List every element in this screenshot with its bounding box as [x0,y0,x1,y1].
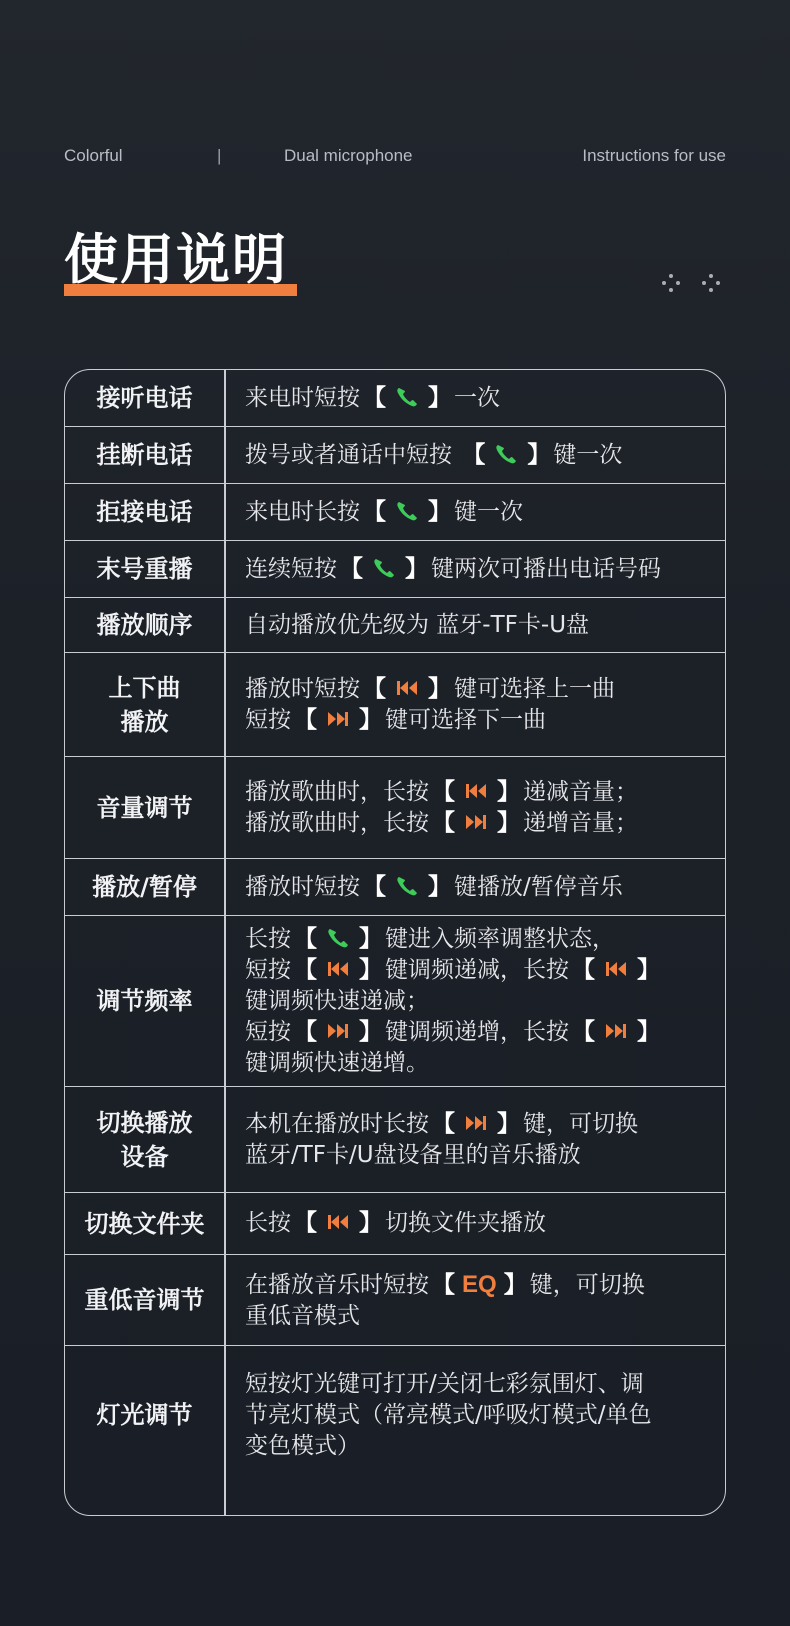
description-line: 本机在播放时长按 【 】 键，可切换 [245,1110,638,1137]
previous-track-icon [324,957,352,981]
row-label: 末号重播 [96,555,193,583]
description-line: 短按灯光键可打开/关闭七彩氛围灯、调 [245,1370,644,1397]
table-row [65,859,725,916]
bracket: 【 [294,956,317,983]
row-description [245,598,711,652]
header-feature: Dual microphone [284,146,413,165]
table-row [65,484,725,541]
bracket: 】 [497,778,520,805]
next-track-icon [462,1111,490,1135]
bracket: 【 [294,925,317,952]
row-label: 切换文件夹 [84,1209,205,1238]
row-label: 切换播放 设备 [96,1108,193,1171]
previous-track-icon [393,676,421,700]
row-description [245,859,711,915]
bracket: 】 [497,809,520,836]
table-row [65,1193,725,1255]
table-row [65,598,725,653]
header-brand: Colorful [64,146,123,165]
next-track-icon [602,1019,630,1043]
previous-track-icon [462,779,490,803]
phone-icon [393,499,421,523]
bracket: 】 [637,956,660,983]
description-line: 变色模式） [245,1432,360,1459]
description-line: 播放歌曲时，长按 【 】 递减音量； [245,778,638,805]
bracket: 】 [405,555,428,582]
description-line: 键调频快速递减； [245,987,429,1014]
bracket: 【 [294,1210,317,1236]
description-line: 播放时短按 【 】 键可选择上一曲 [245,675,615,702]
previous-track-icon [602,957,630,981]
bracket: 】 [428,384,451,411]
bracket: 】 [428,873,451,900]
row-description [245,427,711,483]
bracket: 】 [359,956,382,983]
phone-icon [324,926,352,950]
description-line: 节亮灯模式（常亮模式/呼吸灯模式/单色 [245,1401,652,1428]
description-line: 拨号或者通话中短按 【 】 键一次 [245,441,623,468]
bracket: 【 [432,809,455,836]
header-separator: | [217,146,222,165]
row-label: 灯光调节 [96,1401,193,1429]
next-track-icon [324,707,352,731]
row-label: 播放/暂停 [92,873,197,901]
bracket: 【 [294,706,317,733]
bracket: 】 [637,1018,660,1045]
bracket: 】 [359,1210,382,1236]
table-row [65,757,725,859]
table-row [65,1255,725,1346]
row-label: 调节频率 [96,987,193,1015]
bracket: 】 [497,1110,520,1137]
table-row [65,1346,725,1484]
table-row [65,916,725,1087]
phone-icon [393,385,421,409]
next-track-icon [324,1019,352,1043]
phone-icon [393,874,421,898]
phone-icon [370,556,398,580]
dots-decoration-icon [662,274,726,296]
description-line: 长按 【 】 切换文件夹播放 [245,1210,546,1236]
bracket: 【 [294,1018,317,1045]
row-label: 拒接电话 [96,498,193,526]
table-row [65,653,725,757]
next-track-icon [462,810,490,834]
header-bar [64,146,726,170]
description-line: 键调频快速递增。 [245,1049,429,1076]
description-line: 连续短按 【 】 键两次可播出电话号码 [245,555,661,582]
bracket: 【 [572,1018,595,1045]
page-title: 使用说明 [64,228,288,291]
phone-icon [492,442,520,466]
row-description [245,1255,711,1345]
row-description [245,484,711,540]
bracket: 【 [363,873,386,900]
table-row [65,541,725,598]
description-line: 重低音模式 [245,1302,360,1329]
description-line: 播放时短按 【 】 键播放/暂停音乐 [245,873,623,900]
row-label: 音量调节 [96,793,193,822]
bracket: 【 [432,1271,455,1298]
bracket: 【 [462,441,486,468]
row-label: 播放顺序 [96,611,193,639]
page-title-block [64,228,288,292]
table-row [65,370,725,427]
bracket: 】 [359,706,382,733]
row-description [245,370,711,426]
bracket: 】 [359,925,382,952]
bracket: 】 [428,498,451,525]
bracket: 【 [340,555,363,582]
row-description [245,916,711,1086]
table-row [65,1087,725,1193]
bracket: 【 [363,498,386,525]
eq-button-icon: EQ [462,1270,497,1298]
description-line: 短按 【 】 键调频递增，长按 【 】 [245,1017,711,1048]
header-section: Instructions for use [582,146,726,165]
description-line: 来电时长按 【 】 键一次 [245,498,523,525]
previous-track-icon [324,1210,352,1234]
bracket: 【 [363,675,386,702]
bracket: 】 [527,441,551,468]
row-label: 挂断电话 [96,441,193,469]
row-label: 上下曲 播放 [108,673,181,736]
bracket: 【 [572,956,595,983]
bracket: 【 [432,778,455,805]
description-line: 长按 【 】 键进入频率调整状态， [245,925,615,952]
row-description [245,541,711,597]
description-line: 来电时短按 【 】 一次 [245,384,500,411]
row-description [245,757,711,858]
bracket: 【 [432,1110,455,1137]
bracket: 【 [363,384,386,411]
table-row [65,427,725,484]
row-description [245,1346,711,1484]
description-line: 短按 【 】 键调频递减，长按 【 】 [245,955,711,986]
description-line: 自动播放优先级为 蓝牙-TF卡-U盘 [245,611,590,638]
description-line: 在播放音乐时短按 【 EQ 】 键，可切换 [245,1270,645,1298]
row-description [245,1193,711,1254]
row-label: 接听电话 [96,384,193,412]
bracket: 】 [428,675,451,702]
bracket: 】 [359,1018,382,1045]
description-line: 播放歌曲时，长按 【 】 递增音量； [245,809,638,836]
description-line: 蓝牙/TF卡/U盘设备里的音乐播放 [245,1141,581,1168]
bracket: 】 [503,1271,527,1298]
description-line: 短按 【 】 键可选择下一曲 [245,706,546,733]
instructions-table [64,369,726,1516]
row-label: 重低音调节 [84,1286,205,1314]
row-description [245,1087,711,1192]
row-description [245,653,711,756]
